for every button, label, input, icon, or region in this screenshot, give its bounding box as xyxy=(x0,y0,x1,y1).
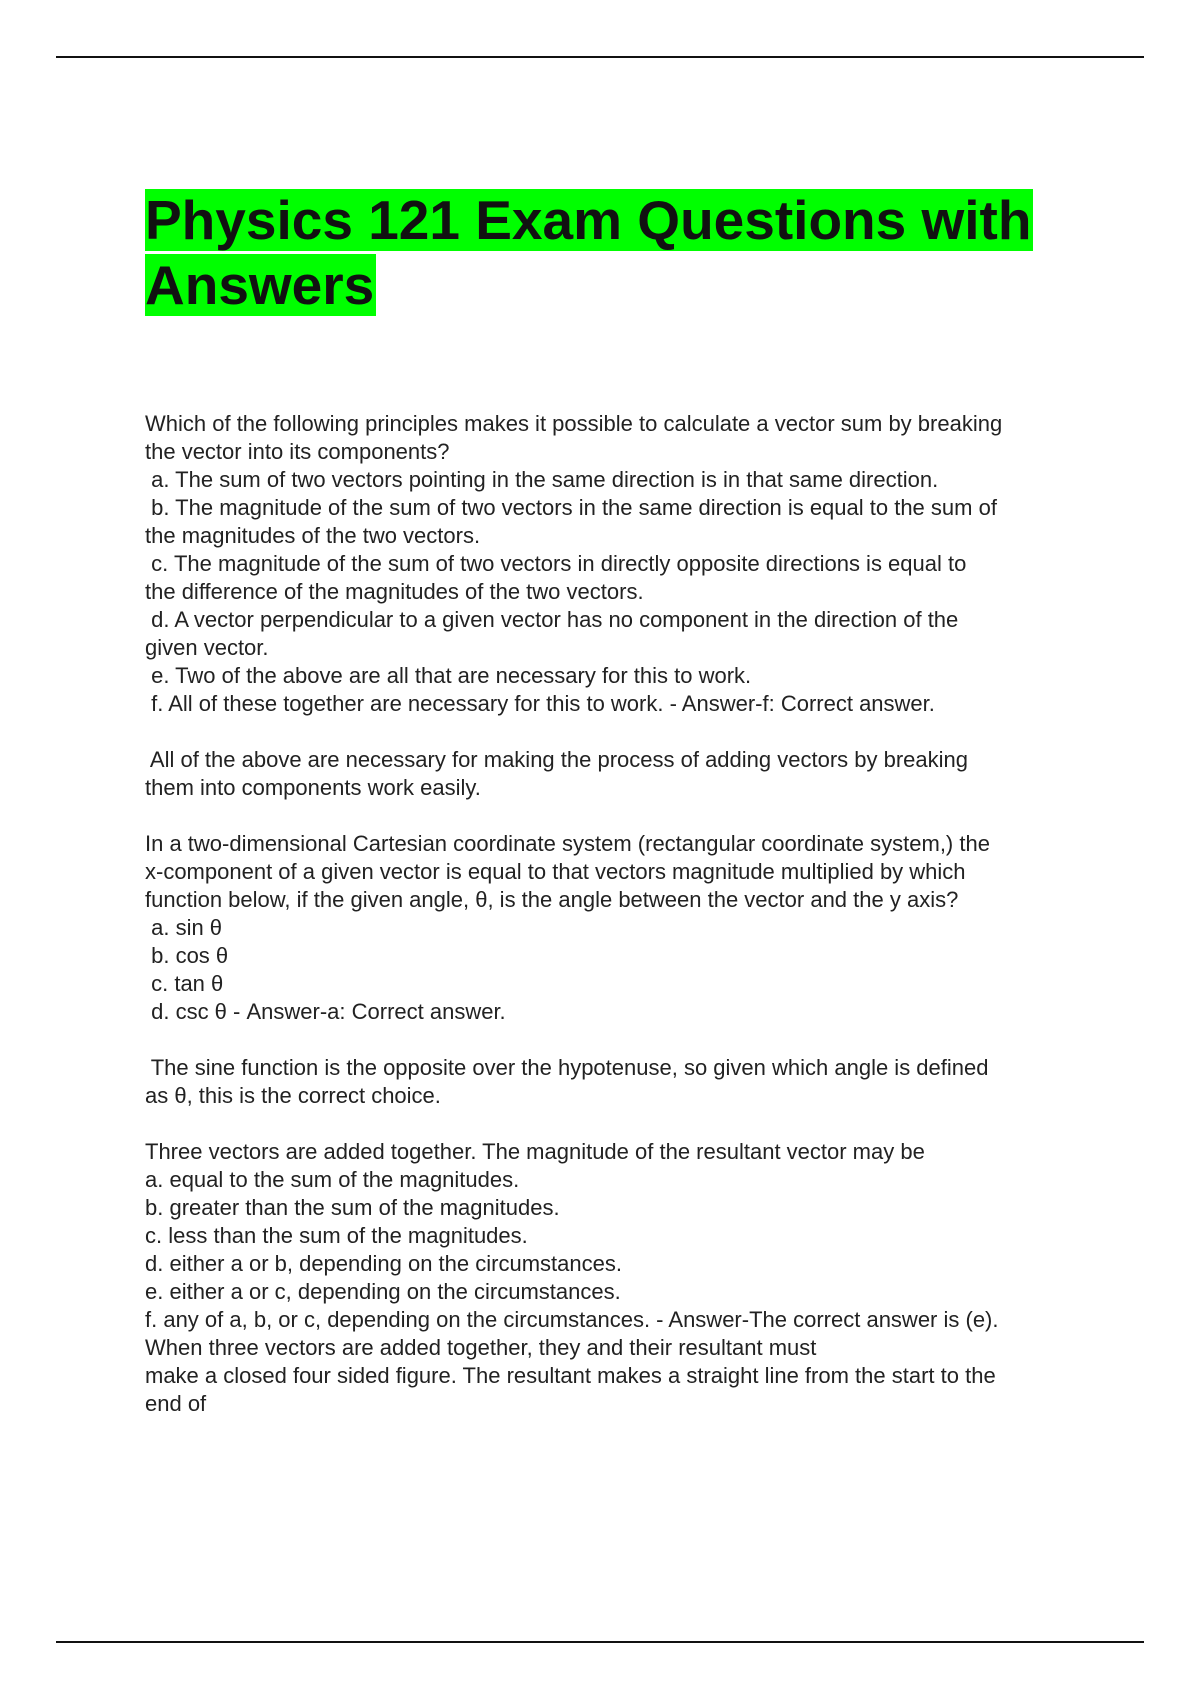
text-line: a. sin θ xyxy=(145,915,223,940)
text-line: them into components work easily. xyxy=(145,775,481,800)
text-line: function below, if the given angle, θ, is the angle between the vector and the y axis? xyxy=(145,887,959,912)
text-line: c. The magnitude of the sum of two vectors in directly opposite directions is equal to xyxy=(145,551,967,576)
text-line: b. greater than the sum of the magnitudes. xyxy=(145,1195,560,1220)
paragraph-gap xyxy=(145,1026,1095,1054)
text-line: f. any of a, b, or c, depending on the circumstances. - Answer-The correct answer is (e). xyxy=(145,1307,999,1332)
text-line: a. equal to the sum of the magnitudes. xyxy=(145,1167,520,1192)
text-line: Which of the following principles makes it possible to calculate a vector sum by breaking xyxy=(145,411,1003,436)
text-line: x-component of a given vector is equal to that vectors magnitude multiplied by which xyxy=(145,859,966,884)
paragraph-gap xyxy=(145,802,1095,830)
page-title xyxy=(145,188,1105,318)
text-line: All of the above are necessary for making the process of adding vectors by breaking xyxy=(145,747,969,772)
text-line: the magnitudes of the two vectors. xyxy=(145,523,481,548)
text-line: the difference of the magnitudes of the two vectors. xyxy=(145,579,644,604)
text-line: the vector into its components? xyxy=(145,439,450,464)
paragraph-gap xyxy=(145,1110,1095,1138)
text-line: e. either a or c, depending on the circumstances. xyxy=(145,1279,621,1304)
text-line: end of xyxy=(145,1391,207,1416)
text-line: c. less than the sum of the magnitudes. xyxy=(145,1223,528,1248)
text-line: d. A vector perpendicular to a given vector has no component in the direction of the xyxy=(145,607,959,632)
text-line: f. All of these together are necessary for this to work. - Answer-f: Correct answer. xyxy=(145,691,935,716)
top-rule xyxy=(56,56,1144,58)
text-line: c. tan θ xyxy=(145,971,224,996)
text-line: In a two-dimensional Cartesian coordinate system (rectangular coordinate system,) the xyxy=(145,831,990,856)
text-line: d. csc θ - Answer-a: Correct answer. xyxy=(145,999,506,1024)
text-line: as θ, this is the correct choice. xyxy=(145,1083,441,1108)
text-line: The sine function is the opposite over the hypotenuse, so given which angle is defined xyxy=(145,1055,989,1080)
title-highlight: Physics 121 Exam Questions with Answers xyxy=(145,189,1032,316)
text-line: e. Two of the above are all that are necessary for this to work. xyxy=(145,663,752,688)
text-line: d. either a or b, depending on the circumstances. xyxy=(145,1251,622,1276)
text-line: Three vectors are added together. The magnitude of the resultant vector may be xyxy=(145,1139,925,1164)
bottom-rule xyxy=(56,1641,1144,1643)
text-line: a. The sum of two vectors pointing in the same direction is in that same direction. xyxy=(145,467,939,492)
text-line: b. The magnitude of the sum of two vectors in the same direction is equal to the sum of xyxy=(145,495,997,520)
document-body xyxy=(145,410,1095,1418)
paragraph-gap xyxy=(145,718,1095,746)
text-line: make a closed four sided figure. The resultant makes a straight line from the start to the xyxy=(145,1363,996,1388)
text-line: b. cos θ xyxy=(145,943,229,968)
text-line: When three vectors are added together, they and their resultant must xyxy=(145,1335,817,1360)
text-line: given vector. xyxy=(145,635,269,660)
